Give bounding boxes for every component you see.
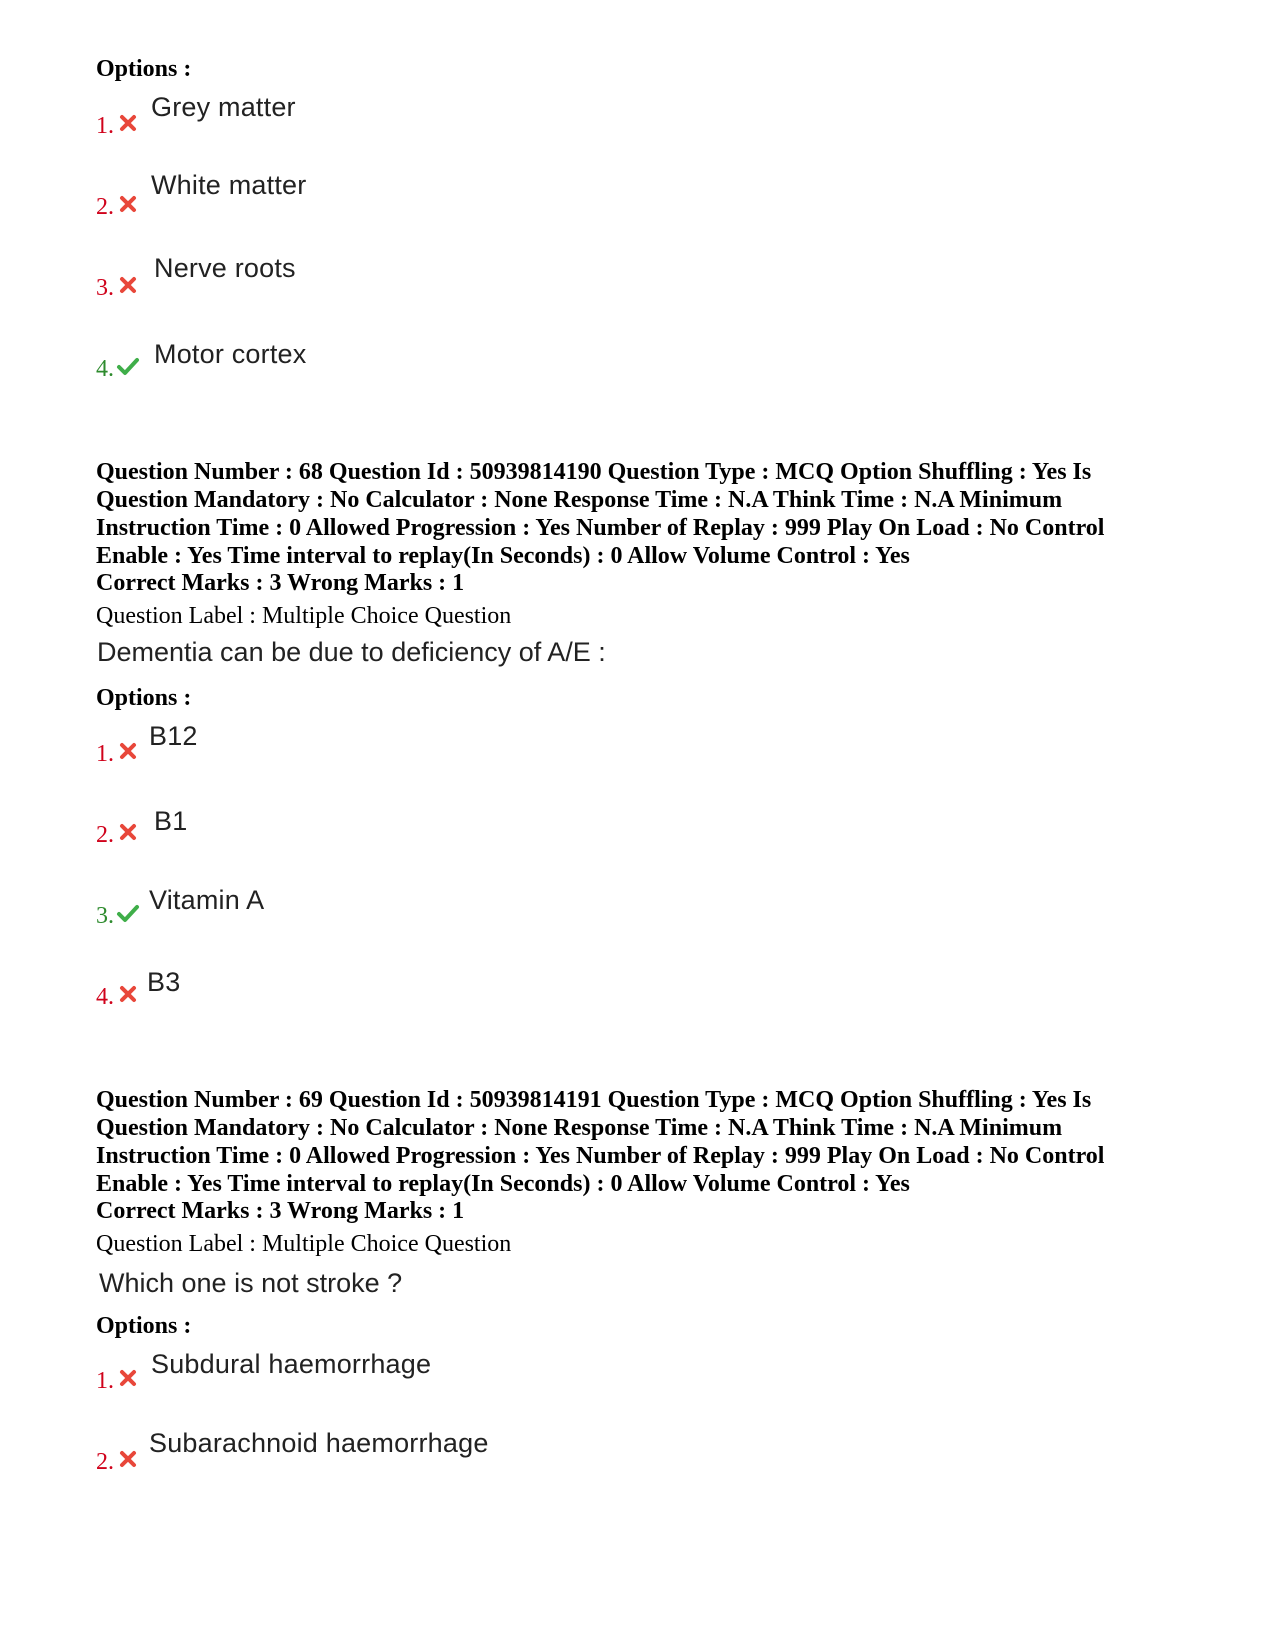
cross-icon (117, 193, 139, 215)
option-number: 1. (96, 1368, 114, 1394)
marks-line: Correct Marks : 3 Wrong Marks : 1 (96, 570, 465, 596)
cross-icon (117, 274, 139, 296)
check-icon (116, 355, 140, 377)
cross-icon (117, 1448, 139, 1470)
option-number: 4. (96, 984, 114, 1010)
option-number: 2. (96, 822, 114, 848)
option-text: Subarachnoid haemorrhage (149, 1428, 489, 1458)
cross-icon (117, 983, 139, 1005)
question-meta: Question Number : 68 Question Id : 50939814190 Question Type : MCQ Option Shuffling : Yes Is Question Mandatory : No Calculator : None Response Time : N.A Think Time : N.A Minimum Instruction Time : 0 Allowed Progression : Yes Number of Replay : 999 Play On Load : No Control Enable : Yes Time interval to replay(In Seconds) : 0 Allow Volume Control : Yes (96, 459, 1105, 569)
marks-line: Correct Marks : 3 Wrong Marks : 1 (96, 1198, 465, 1224)
check-icon (116, 902, 140, 924)
cross-icon (117, 112, 139, 134)
option-text: Grey matter (151, 92, 296, 122)
question-meta: Question Number : 69 Question Id : 50939814191 Question Type : MCQ Option Shuffling : Yes Is Question Mandatory : No Calculator : None Response Time : N.A Think Time : N.A Minimum Instruction Time : 0 Allowed Progression : Yes Number of Replay : 999 Play On Load : No Control Enable : Yes Time interval to replay(In Seconds) : 0 Allow Volume Control : Yes (96, 1087, 1105, 1197)
option-text: B3 (147, 967, 181, 997)
option-number: 3. (96, 903, 114, 929)
option-text: White matter (151, 170, 307, 200)
option-number: 3. (96, 275, 114, 301)
options-heading: Options : (96, 56, 192, 82)
question-stem: Which one is not stroke ? (99, 1268, 403, 1298)
option-text: Nerve roots (154, 253, 296, 283)
cross-icon (117, 740, 139, 762)
cross-icon (117, 1367, 139, 1389)
option-number: 1. (96, 741, 114, 767)
question-stem: Dementia can be due to deficiency of A/E : (97, 637, 606, 667)
option-number: 2. (96, 194, 114, 220)
option-number: 2. (96, 1449, 114, 1475)
option-number: 1. (96, 113, 114, 139)
cross-icon (117, 821, 139, 843)
options-heading: Options : (96, 1313, 192, 1339)
option-text: Motor cortex (154, 339, 307, 369)
question-label: Question Label : Multiple Choice Question (96, 1231, 512, 1257)
options-heading: Options : (96, 685, 192, 711)
option-number: 4. (96, 356, 114, 382)
option-text: Subdural haemorrhage (151, 1349, 432, 1379)
option-text: Vitamin A (149, 885, 265, 915)
option-text: B12 (149, 721, 198, 751)
option-text: B1 (154, 806, 188, 836)
question-label: Question Label : Multiple Choice Question (96, 603, 512, 629)
